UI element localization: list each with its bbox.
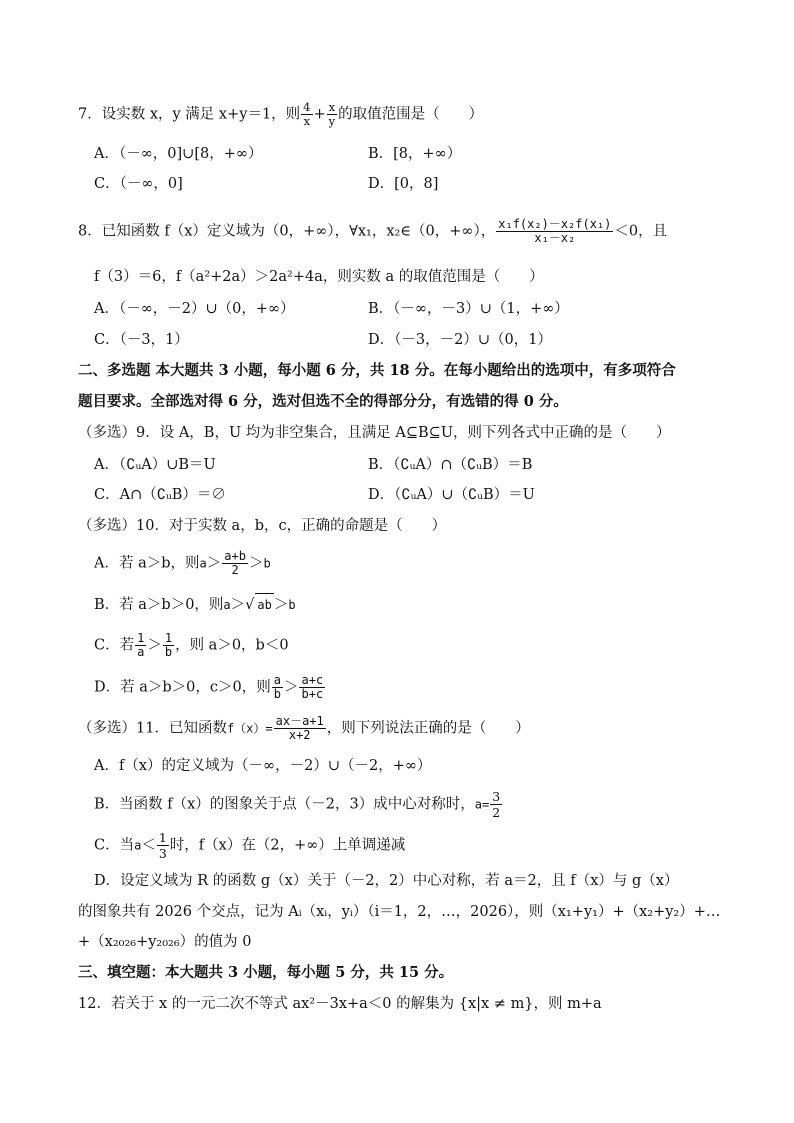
q7-option-a: A．（－∞，0]∪[8，+∞）: [94, 146, 263, 162]
q10-option-d: [94, 674, 326, 701]
frac-numerator: ax－a+1: [275, 714, 324, 728]
frac-numerator: a: [273, 673, 281, 687]
gt-sign: ＞: [248, 555, 264, 572]
var-a: a: [223, 598, 231, 612]
section-2-instructions: 题目要求。全部选对得 6 分，选对但选不全的得部分分，有选错的得 0 分。: [78, 393, 568, 410]
frac-numerator: 1: [137, 631, 145, 645]
q11-fraction-3-over-2: [490, 789, 502, 820]
q11-fx: f（x）: [226, 721, 266, 736]
q9-option-c: C．A∩（∁ᵤB）＝∅: [94, 487, 226, 503]
q8-option-c: C．（－3，1）: [94, 332, 189, 348]
frac-denominator: a: [137, 645, 145, 659]
q7-option-b: B．[8，+∞）: [368, 146, 462, 162]
q11-option-d-line3: +（x₂₀₂₆+y₂₀₂₆）的值为 0: [78, 934, 252, 950]
gt-sign: ＞: [273, 597, 289, 613]
option-text-end: ，则 a＞0，b＜0: [175, 637, 289, 654]
q8-option-b: B．（－∞，－3）∪（1，+∞）: [368, 301, 569, 317]
frac-denominator: x+2: [288, 728, 311, 742]
q7-stem-end: 的取值范围是（ ）: [338, 106, 484, 123]
sqrt-radicand: ab: [255, 593, 273, 616]
q11-option-a: A．f（x）的定义域为（－∞，－2）∪（－2，+∞）: [94, 758, 432, 774]
lt-sign: ＜: [141, 837, 156, 854]
section-2-heading: 二、多选题 本大题共 3 小题，每小题 6 分，共 18 分。在每小题给出的选项中，有多项符合: [78, 362, 676, 379]
q7-stem-text: 7．设实数 x，y 满足 x+y＝1，则: [78, 106, 301, 123]
frac-denominator: b: [273, 687, 281, 701]
q10-fraction-a-over-b: [272, 674, 283, 701]
gt-sign: ＞: [230, 597, 246, 613]
option-text: A．若 a＞b，则: [94, 555, 200, 572]
var-b: b: [288, 598, 296, 612]
q10-stem: （多选）10．对于实数 a，b，c，正确的命题是（ ）: [78, 518, 447, 534]
q7-fraction-x-over-y: [327, 101, 338, 128]
q8-stem: [78, 218, 667, 245]
plus-sign: +: [313, 106, 326, 123]
frac-numerator: 1: [158, 830, 167, 845]
frac-denominator: x: [303, 114, 311, 128]
option-text: D．若 a＞b＞0，c＞0，则: [94, 679, 271, 696]
option-text: B．当函数 f（x）的图象关于点（－2，3）成中心对称时，: [94, 796, 475, 813]
q10-fraction-avg: [222, 550, 248, 577]
q10-option-a: [94, 550, 271, 577]
q10-fraction-1-over-b: [163, 632, 174, 659]
q11-option-d-line1: D．设定义域为 R 的函数 g（x）关于（－2，2）中心对称，若 a＝2，且 f（x）与 g（x）: [94, 873, 679, 889]
q10-fraction-ac-over-bc: [299, 674, 325, 701]
gt-sign: ＞: [283, 679, 299, 696]
q8-option-d: D．（－3，－2）∪（0，1）: [368, 332, 552, 348]
q8-stem-end: ＜0，且: [614, 223, 668, 240]
q7-stem: [78, 101, 483, 128]
var-a: a: [199, 556, 207, 571]
q7-fraction-4-over-x: [301, 101, 312, 128]
q9-option-b: B．（∁ᵤA）∩（∁ᵤB）＝B: [368, 457, 533, 473]
q8-option-a: A．（－∞，－2）∪（0，+∞）: [94, 301, 295, 317]
q11-option-b: [94, 789, 503, 820]
frac-denominator: 2: [231, 563, 239, 577]
q9-stem: （多选）9．设 A，B，U 均为非空集合，且满足 A⊆B⊆U，则下列各式中正确的是（ ）: [78, 425, 671, 441]
frac-numerator: 1: [164, 631, 173, 645]
q8-fraction: [496, 218, 613, 245]
q11-stem: [78, 715, 530, 742]
q10-option-c: [94, 632, 289, 659]
var-a: a: [134, 838, 142, 853]
var-b: b: [263, 556, 271, 571]
q8-stem-text: 8．已知函数 f（x）定义域为（0，+∞），∀x₁，x₂∈（0，+∞），: [78, 223, 496, 240]
frac-numerator: 4: [303, 100, 311, 114]
option-text: B．若 a＞b＞0，则: [94, 597, 224, 613]
equals-sign: =: [265, 721, 273, 736]
sqrt-symbol: √: [245, 597, 255, 613]
q11-option-d-line2: 的图象共有 2026 个交点，记为 Aᵢ（xᵢ，yᵢ）（i＝1，2，…，2026），则（x₁+y₁）+（x₂+y₂）+…: [78, 904, 721, 920]
gt-sign: ＞: [206, 555, 222, 572]
q11-function-fraction: [274, 715, 326, 742]
frac-numerator: a+b: [224, 549, 246, 563]
option-text: C．若: [94, 637, 135, 654]
section-3-heading: 三、填空题：本大题共 3 小题，每小题 5 分，共 15 分。: [78, 964, 454, 981]
frac-numerator: x: [328, 100, 336, 114]
q9-option-a: A．（∁ᵤA）∪B＝U: [94, 457, 216, 473]
var-a-equals: a=: [474, 797, 490, 812]
q11-option-c: [94, 830, 405, 861]
frac-denominator: 3: [158, 846, 167, 861]
option-text: C．当: [94, 837, 135, 854]
gt-sign: ＞: [147, 637, 162, 654]
q7-option-d: D．[0，8]: [368, 176, 439, 192]
q11-stem-end: ，则下列说法正确的是（ ）: [326, 720, 530, 737]
q9-option-d: D．（∁ᵤA）∪（∁ᵤB）＝U: [368, 487, 535, 503]
frac-numerator: x₁f(x₂)－x₂f(x₁): [498, 217, 612, 231]
q7-option-c: C．（－∞，0]: [94, 176, 183, 192]
q12-stem: 12．若关于 x 的一元二次不等式 ax²－3x+a＜0 的解集为 {x|x ≠ m}，则 m+a: [78, 996, 602, 1012]
q8-condition-line: f（3）＝6，f（a²+2a）＞2a²+4a，则实数 a 的取值范围是（ ）: [94, 269, 544, 285]
frac-denominator: b+c: [301, 687, 324, 701]
option-text-end: 时，f（x）在（2，+∞）上单调递减: [169, 837, 406, 854]
q11-fraction-1-over-3: [157, 830, 169, 861]
frac-numerator: a+c: [301, 673, 324, 687]
frac-numerator: 3: [492, 789, 501, 804]
frac-denominator: y: [328, 114, 336, 128]
frac-denominator: b: [164, 645, 173, 659]
frac-denominator: 2: [492, 805, 501, 820]
q11-stem-text: （多选）11．已知函数: [78, 720, 227, 737]
q10-option-b: [94, 593, 296, 616]
frac-denominator: x₁－x₂: [534, 231, 576, 245]
q10-fraction-1-over-a: [135, 632, 146, 659]
